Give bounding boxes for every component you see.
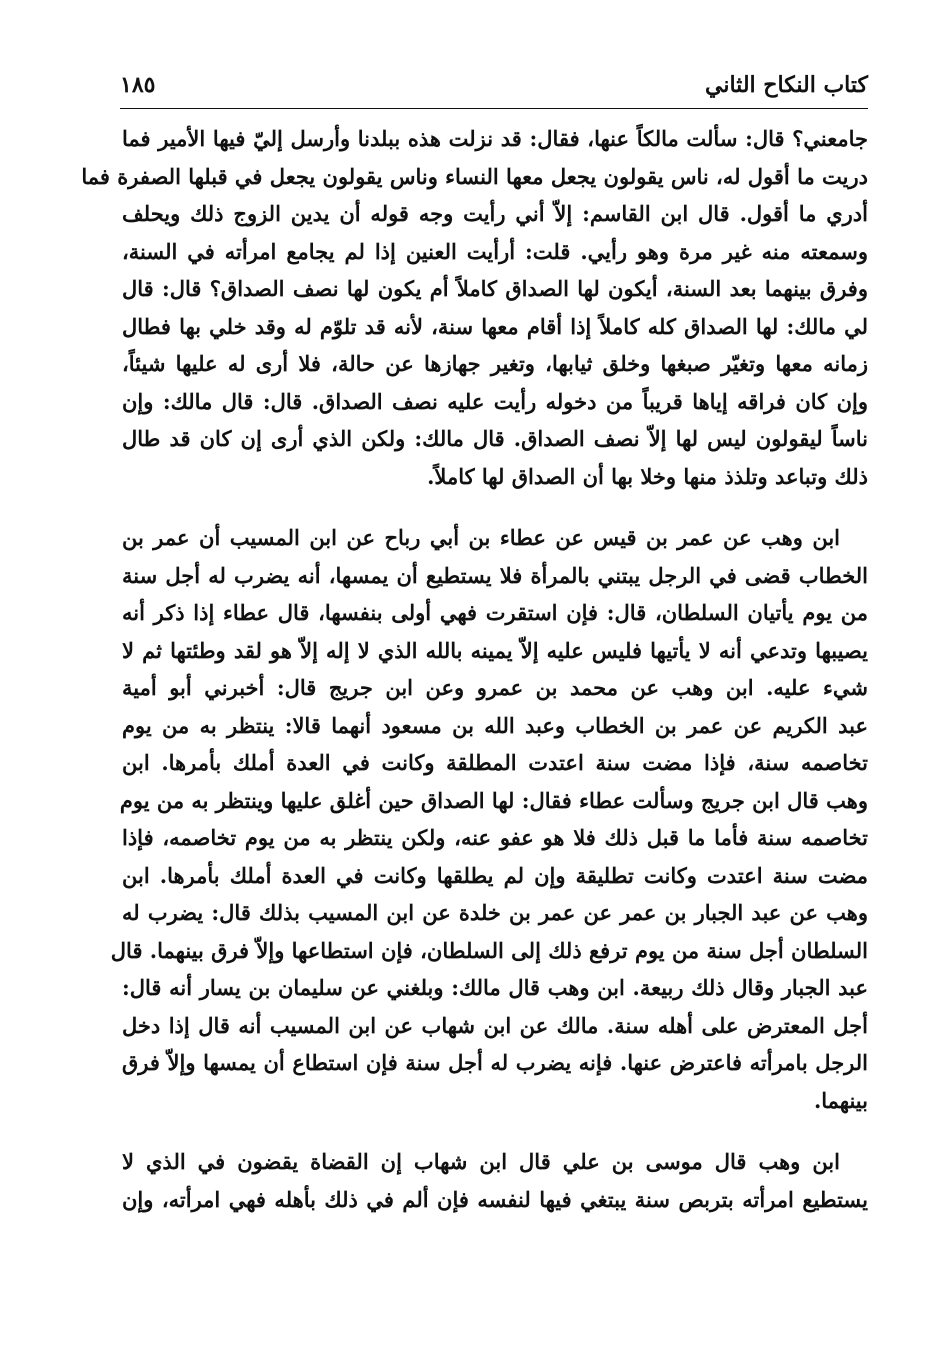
text-line: ابن وهب قال موسى بن علي قال ابن شهاب إن القضاة يقضون في الذي لا xyxy=(122,1149,840,1174)
text-line: وفرق بينهما بعد السنة، أيكون لها الصداق كاملاً أم يكون لها نصف الصداق؟ قال: قال xyxy=(122,276,868,301)
text-line: الرجل بامرأته فاعترض عنها. فإنه يضرب له أجل سنة فإن استطاع أن يمسها وإلاّ فرق xyxy=(122,1050,868,1075)
paragraph-gap xyxy=(122,1119,868,1143)
text-line: وهب عن عبد الجبار بن عمر عن عمر بن خلدة عن ابن المسيب بذلك قال: يضرب له xyxy=(122,900,868,925)
text-line: تخاصمه سنة فأما ما قبل ذلك فلا هو عفو عنه، ولكن ينتظر به من يوم تخاصمه، فإذا xyxy=(122,825,868,850)
text-line: يصيبها وتدعي أنه لا يأتيها فليس عليه إلاّ يمينه بالله الذي لا إله إلاّ هو لقد وطئتها ثم لا xyxy=(122,637,868,663)
text-line: يستطيع امرأته بتربص سنة يبتغي فيها لنفسه فإن ألم في ذلك بأهله فهي امرأته، وإن xyxy=(122,1186,868,1212)
text-line: ابن وهب عن عمر بن قيس عن عطاء بن أبي رباح عن ابن المسيب أن عمر بن xyxy=(122,525,840,550)
text-line: بينهما. xyxy=(813,1087,868,1113)
text-line: أدري ما أقول. قال ابن القاسم: إلاّ أني رأيت وجه قوله أن يدين الزوج ذلك ويحلف xyxy=(122,201,868,226)
text-line: شيء عليه. ابن وهب عن محمد بن عمرو وعن ابن جريج قال: أخبرني أبو أمية xyxy=(122,675,868,700)
paragraph-1 xyxy=(81,120,868,495)
page-number: ١٨٥ xyxy=(120,72,156,98)
text-line: مضت سنة اعتدت وكانت تطليقة وإن لم يطلقها وكانت في العدة أملك بأمرها. ابن xyxy=(122,862,868,888)
text-line: تخاصمه سنة، فإذا مضت سنة اعتدت المطلقة وكانت في العدة أملك بأمرها. ابن xyxy=(122,750,868,775)
text-line: ذلك وتباعد وتلذذ منها وخلا بها أن الصداق لها كاملاً. xyxy=(427,463,868,489)
text-line: جامعني؟ قال: سألت مالكاً عنها، فقال: قد نزلت هذه ببلدنا وأرسل إليّ فيها الأمير فما xyxy=(122,126,868,151)
paragraph-2 xyxy=(110,519,868,1119)
text-line: الخطاب قضى في الرجل يبتني بالمرأة فلا يستطيع أن يمسها، أنه يضرب له أجل سنة xyxy=(122,562,868,588)
text-line: وهب قال ابن جريج وسألت عطاء فقال: لها الصداق حين أغلق عليها وينتظر به من يوم xyxy=(119,787,868,813)
text-line: من يوم يأتيان السلطان، قال: فإن استقرت فهي أولى بنفسها، قال عطاء إذا ذكر أنه xyxy=(122,600,868,625)
text-line: عبد الكريم عن عمر بن الخطاب وعبد الله بن مسعود أنهما قالا: ينتظر به من يوم xyxy=(122,712,868,738)
text-line: عبد الجبار وقال ذلك ربيعة. ابن وهب قال مالك: وبلغني عن سليمان بن يسار أنه قال: xyxy=(122,975,868,1000)
body-text xyxy=(81,120,868,1218)
text-line: السلطان أجل سنة من يوم ترفع ذلك إلى السلطان، فإن استطاعها وإلاّ فرق بينهما. قال xyxy=(110,937,868,963)
text-line: ناساً ليقولون ليس لها إلاّ نصف الصداق. قال مالك: ولكن الذي أرى إن كان قد طال xyxy=(122,426,868,451)
text-line: وإن كان فراقه إياها قريباً من دخوله رأيت عليه نصف الصداق. قال: قال مالك: وإن xyxy=(122,388,868,414)
text-line: وسمعته منه غير مرة وهو رأيي. قلت: أرأيت العنين إذا لم يجامع امرأته في السنة، xyxy=(122,238,868,264)
paragraph-3 xyxy=(122,1143,868,1218)
paragraph-gap xyxy=(122,495,868,519)
page-header xyxy=(120,68,868,109)
running-title: كتاب النكاح الثاني xyxy=(705,72,868,98)
text-line: أجل المعترض على أهله سنة. مالك عن ابن شهاب عن ابن المسيب أنه قال إذا دخل xyxy=(122,1012,868,1038)
text-line: دريت ما أقول له، ناس يقولون يجعل معها النساء وناس يقولون يجعل في قبلها الصفرة فما xyxy=(81,163,868,189)
text-line: لي مالك: لها الصداق كله كاملاً إذا أقام معها سنة، لأنه قد تلوّم له وقد خلي بها فطال xyxy=(122,313,868,339)
text-line: زمانه معها وتغيّر صبغها وخلق ثيابها، وتغير جهازها عن حالة، فلا أرى له عليها شيئاً، xyxy=(122,351,868,376)
